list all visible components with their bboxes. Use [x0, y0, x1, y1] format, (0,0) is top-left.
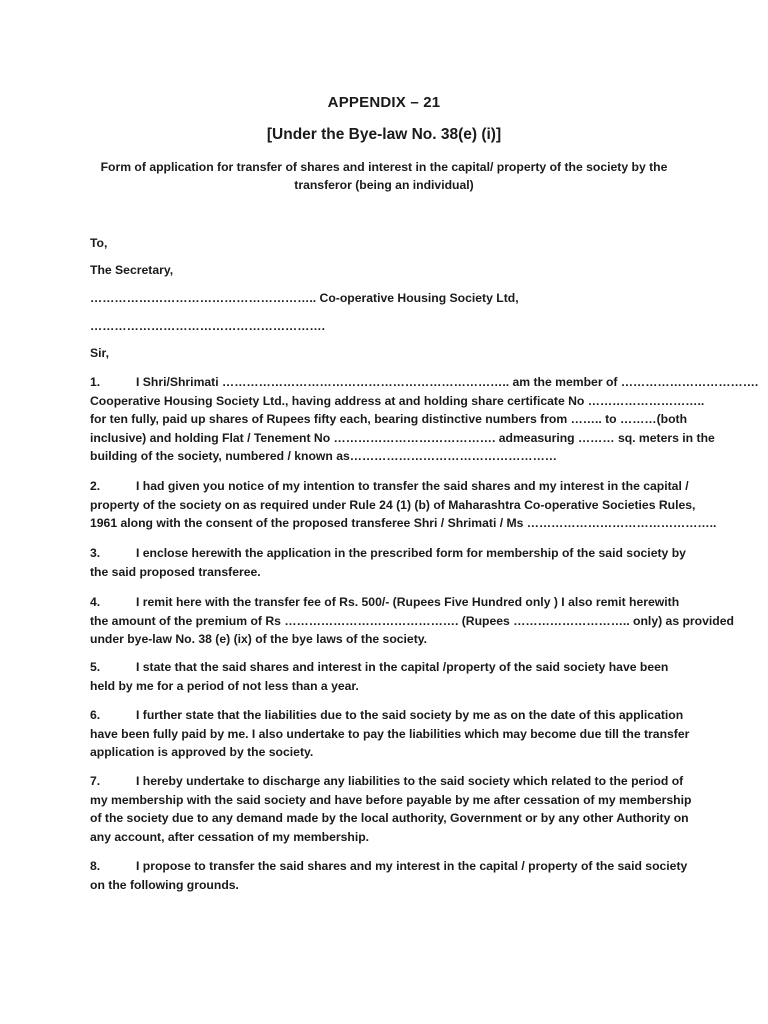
- paragraph-number: 4.: [90, 595, 101, 609]
- paragraph-line: any account, after cessation of my membership.: [90, 829, 370, 844]
- paragraph-line: Cooperative Housing Society Ltd., having address at and holding share certificate No ………………………..: [90, 393, 705, 408]
- bye-law-subtitle: [Under the Bye-law No. 38(e) (i)]: [266, 126, 502, 143]
- paragraph-number: 1.: [90, 375, 101, 389]
- paragraph-2: [90, 477, 717, 533]
- address-society-line: ……………………………………………….. Co-operative Housing Society Ltd,: [90, 291, 519, 305]
- paragraph-line: I state that the said shares and interest in the capital /property of the said society have been: [136, 660, 669, 674]
- paragraph-number: 6.: [90, 708, 101, 722]
- paragraph-line: my membership with the said society and have before payable by me after cessation of my membership: [90, 792, 692, 807]
- paragraph-8: [90, 857, 690, 894]
- paragraph-line: I enclose herewith the application in the prescribed form for membership of the said society by: [136, 546, 686, 560]
- salutation: Sir,: [90, 346, 109, 360]
- paragraph-line: I remit here with the transfer fee of Rs. 500/- (Rupees Five Hundred only ) I also remit herewith: [136, 595, 680, 609]
- paragraph-line: under bye-law No. 38 (e) (ix) of the bye laws of the society.: [90, 632, 428, 647]
- paragraph-number: 3.: [90, 546, 101, 560]
- paragraph-1: [90, 373, 759, 466]
- paragraph-line: for ten fully, paid up shares of Rupees fifty each, bearing distinctive numbers from …….. to ………(both: [90, 412, 688, 427]
- address-line: ………………………………………………….: [90, 319, 325, 333]
- paragraph-line: the amount of the premium of Rs ……………………………………. (Rupees ……………………….. only) as provided: [90, 613, 734, 628]
- paragraph-line: 1961 along with the consent of the proposed transferee Shri / Shrimati / Ms ………………………………………..: [90, 516, 717, 531]
- paragraph-number: 7.: [90, 774, 101, 788]
- paragraph-line: I Shri/Shrimati …………………………………………………………….. am the member of …………………………….: [136, 375, 759, 389]
- address-recipient: The Secretary,: [90, 263, 174, 277]
- address-to: To,: [90, 236, 108, 250]
- paragraph-line: held by me for a period of not less than a year.: [90, 678, 359, 693]
- paragraph-line: the said proposed transferee.: [90, 564, 261, 579]
- form-description-line: transferor (being an individual): [294, 178, 474, 192]
- paragraph-6: [90, 706, 690, 762]
- form-description-line: Form of application for transfer of shares and interest in the capital/ property of the society by the: [100, 160, 668, 174]
- paragraph-line: I further state that the liabilities due to the said society by me as on the date of this application: [136, 708, 684, 722]
- paragraph-4: [90, 593, 734, 649]
- paragraph-7: [90, 772, 690, 846]
- paragraph-3: [90, 544, 690, 581]
- appendix-title: APPENDIX – 21: [327, 94, 441, 111]
- paragraph-line: of the society due to any demand made by the local authority, Government or by any other Authority on: [90, 811, 689, 826]
- paragraph-number: 8.: [90, 859, 101, 873]
- paragraph-number: 2.: [90, 479, 101, 493]
- paragraph-line: I had given you notice of my intention to transfer the said shares and my interest in the capital /: [136, 479, 689, 493]
- paragraph-line: inclusive) and holding Flat / Tenement No …………………………………. admeasuring ……… sq. meters in the: [90, 430, 715, 445]
- form-description: [100, 158, 668, 194]
- paragraph-line: property of the society on as required under Rule 24 (1) (b) of Maharashtra Co-operative Societies Rules,: [90, 497, 696, 512]
- paragraph-line: building of the society, numbered / known as……………………………………………: [90, 449, 557, 464]
- paragraph-number: 5.: [90, 660, 101, 674]
- paragraph-line: I hereby undertake to discharge any liabilities to the said society which related to the period of: [136, 774, 684, 788]
- paragraph-line: have been fully paid by me. I also undertake to pay the liabilities which may become due till the transfer: [90, 726, 690, 741]
- paragraph-5: [90, 658, 690, 695]
- paragraph-line: application is approved by the society.: [90, 745, 314, 760]
- paragraph-line: on the following grounds.: [90, 877, 239, 892]
- paragraph-line: I propose to transfer the said shares and my interest in the capital / property of the said society: [136, 859, 688, 873]
